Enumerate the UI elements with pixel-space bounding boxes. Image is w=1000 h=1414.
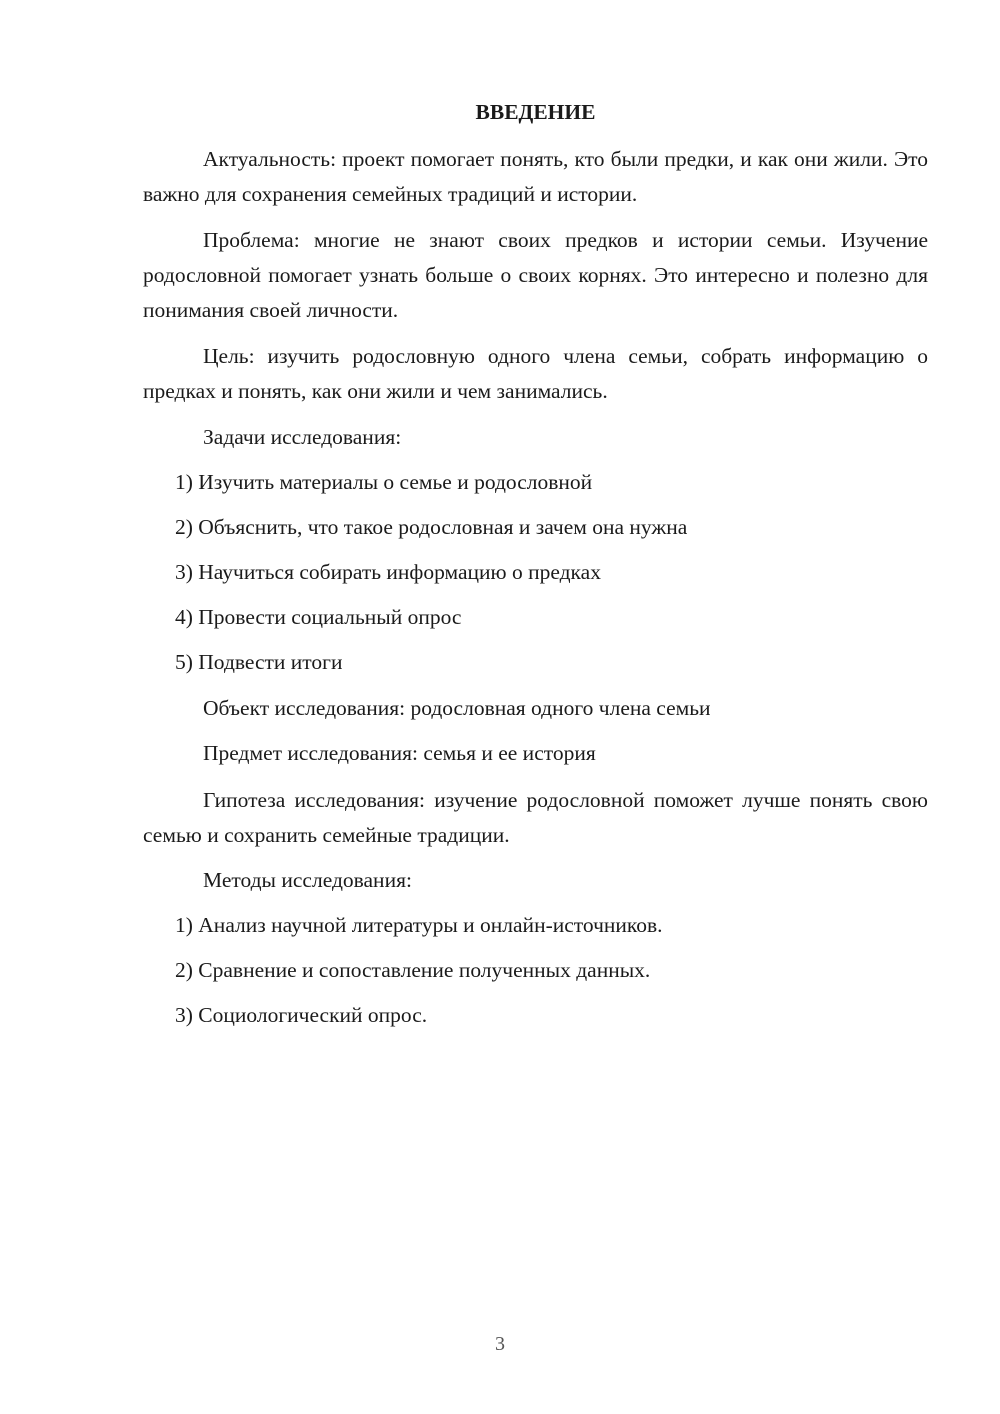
method-item: 2) Сравнение и сопоставление полученных данных.	[175, 958, 651, 982]
task-item: 1) Изучить материалы о семье и родословной	[175, 470, 593, 494]
page-number: 3	[495, 1333, 505, 1355]
tasks-heading: Задачи исследования:	[203, 425, 402, 449]
problem-paragraph: Проблема: многие не знают своих предков и истории семьи. Изучение родословной помогает узнать больше о своих корнях. Это интересно и полезно для понимания своей личности.	[143, 228, 928, 322]
research-subject: Предмет исследования: семья и ее история	[203, 741, 596, 765]
methods-heading: Методы исследования:	[203, 868, 412, 892]
section-title: ВВЕДЕНИЕ	[475, 100, 596, 124]
hypothesis-paragraph: Гипотеза исследования: изучение родословной поможет лучше понять свою семью и сохранить семейные традиции.	[143, 788, 928, 847]
method-item: 1) Анализ научной литературы и онлайн-источников.	[175, 913, 663, 937]
task-item: 4) Провести социальный опрос	[175, 605, 462, 629]
task-item: 3) Научиться собирать информацию о предках	[175, 560, 601, 584]
goal-paragraph: Цель: изучить родословную одного члена семьи, собрать информацию о предках и понять, как они жили и чем занимались.	[143, 344, 928, 403]
task-item: 2) Объяснить, что такое родословная и зачем она нужна	[175, 515, 688, 539]
relevance-paragraph: Актуальность: проект помогает понять, кто были предки, и как они жили. Это важно для сохранения семейных традиций и истории.	[143, 147, 928, 206]
task-item: 5) Подвести итоги	[175, 650, 343, 674]
method-item: 3) Социологический опрос.	[175, 1003, 428, 1027]
research-object: Объект исследования: родословная одного члена семьи	[203, 696, 711, 720]
